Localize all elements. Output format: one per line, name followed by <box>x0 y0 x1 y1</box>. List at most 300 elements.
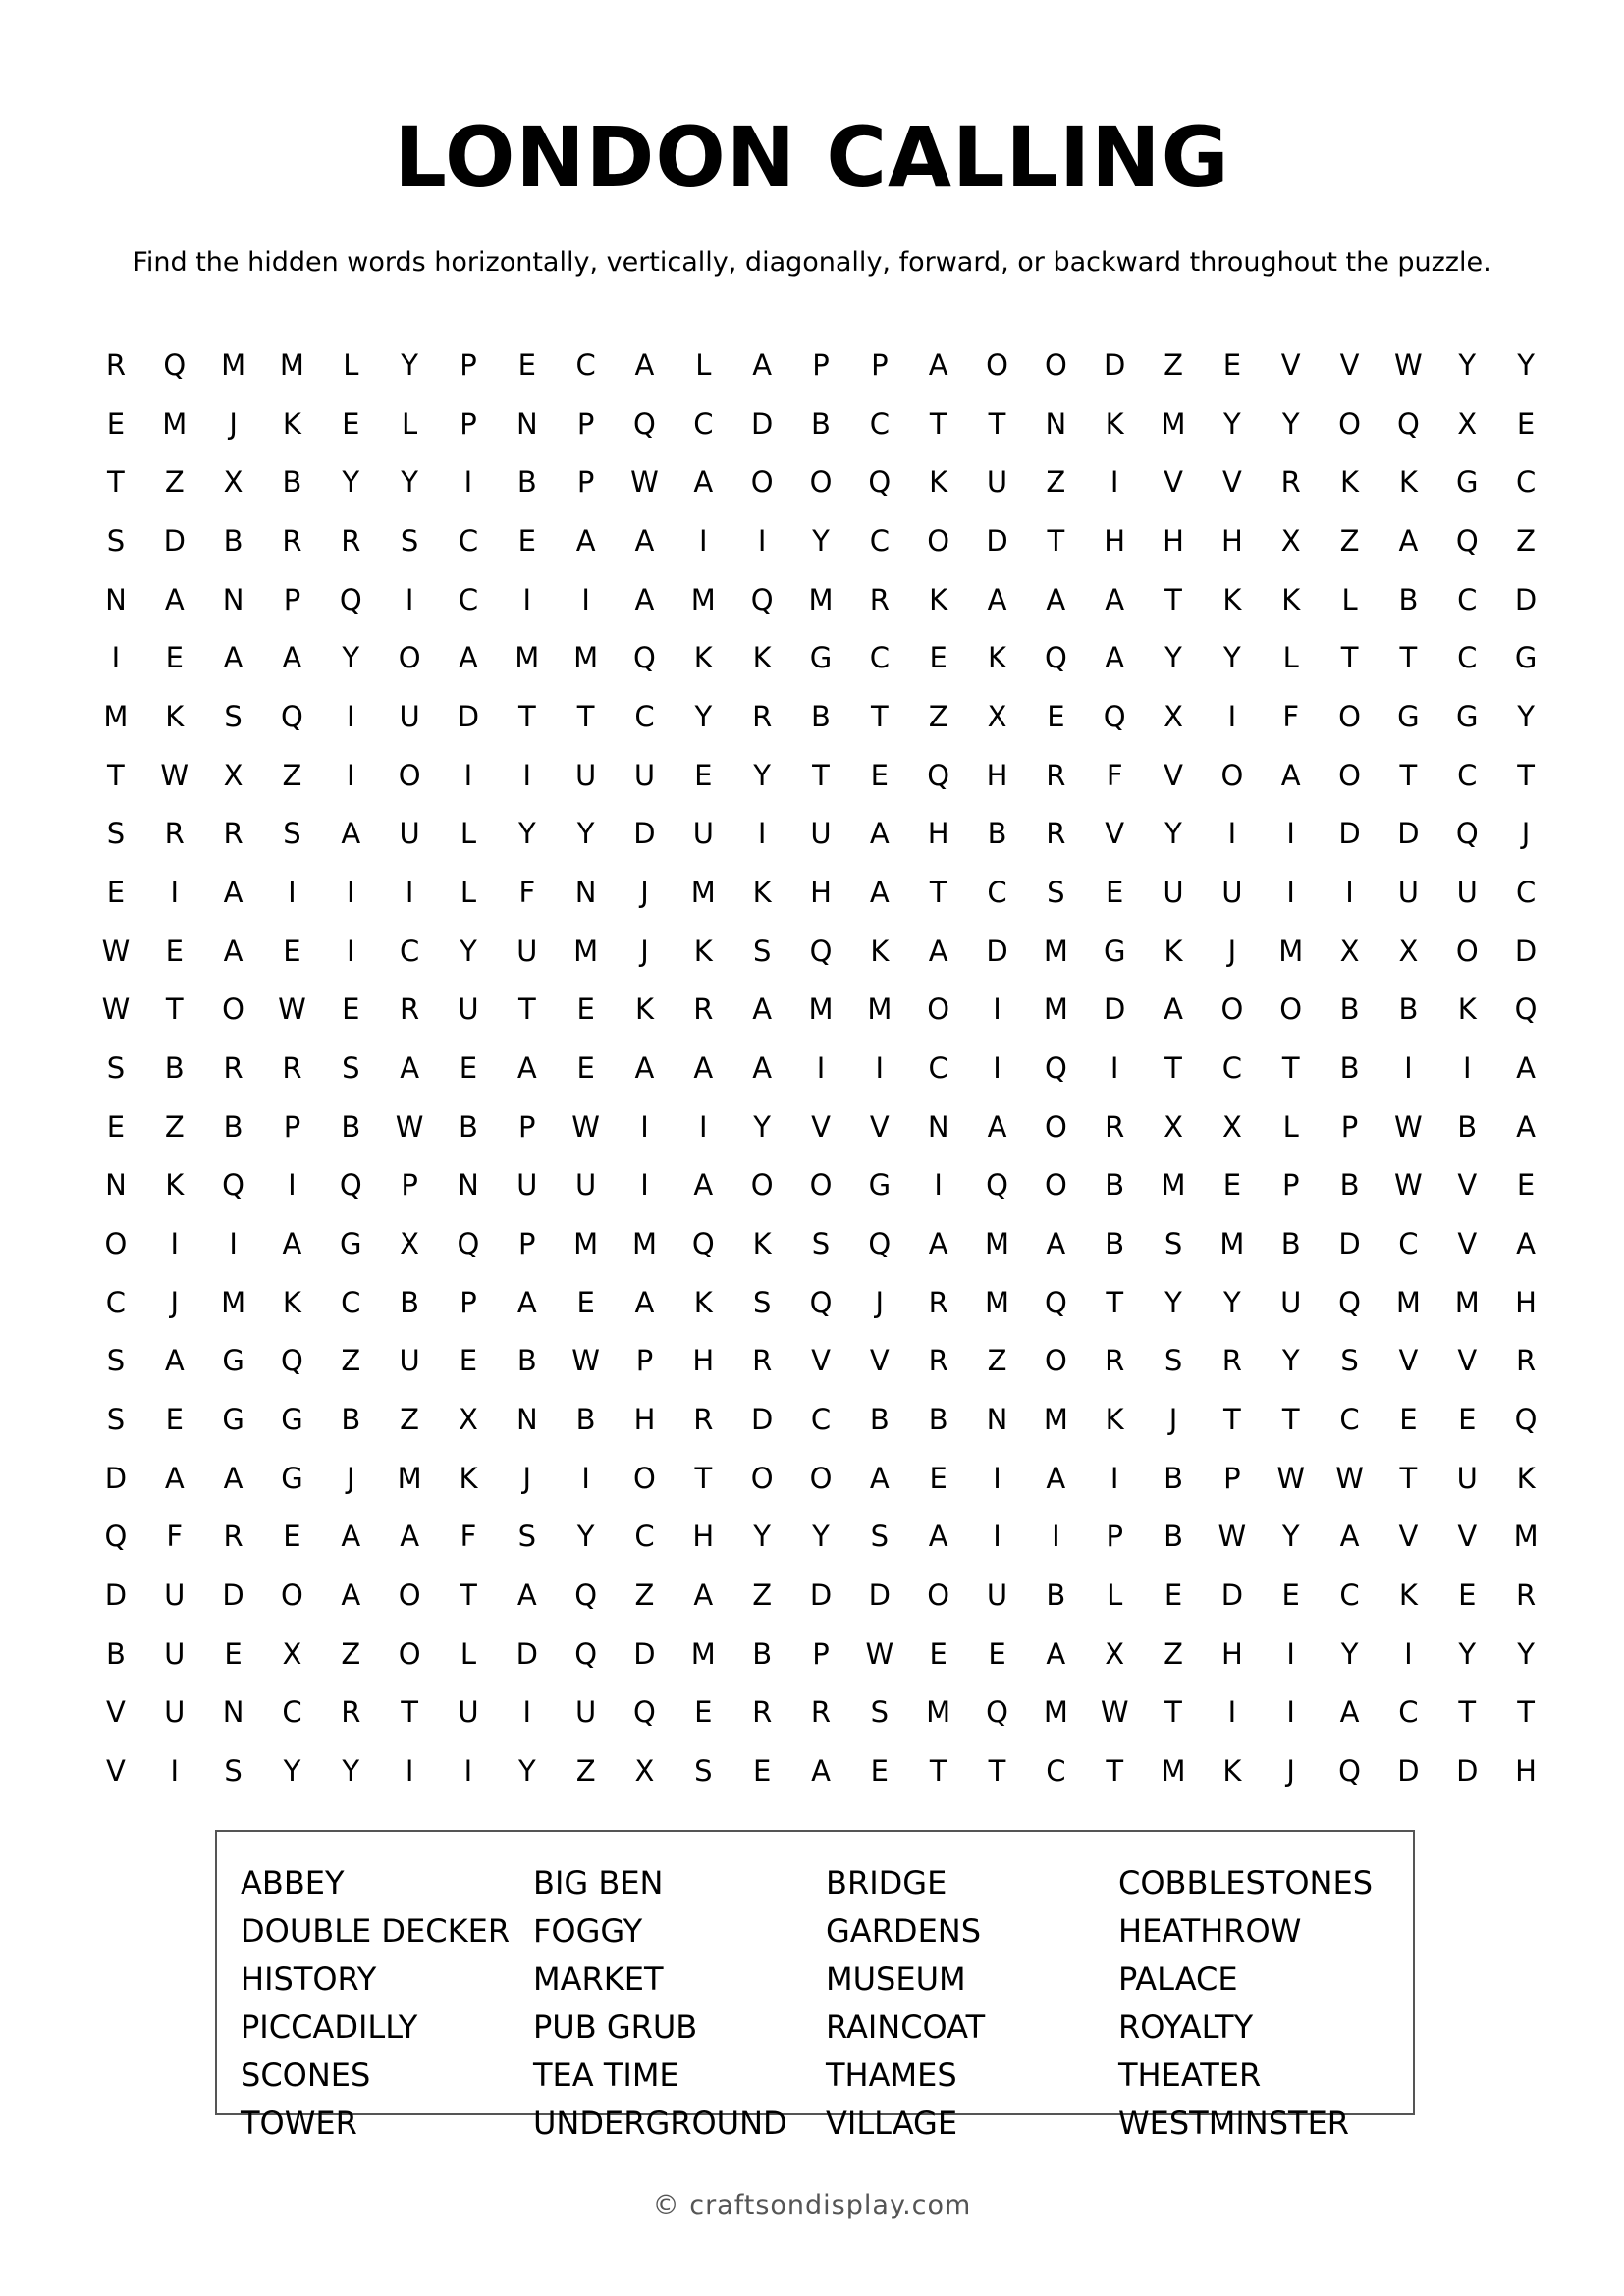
grid-letter: A <box>752 1050 773 1085</box>
grid-letter: T <box>1223 1403 1241 1437</box>
grid-letter: Y <box>1517 699 1535 733</box>
grid-letter: K <box>1398 465 1418 500</box>
grid-letter: A <box>516 1285 537 1319</box>
grid-letter: T <box>870 699 889 733</box>
grid-letter: I <box>229 1227 238 1261</box>
word-list-item: MUSEUM <box>826 1960 966 1998</box>
grid-letter: D <box>515 1636 538 1671</box>
grid-letter: E <box>165 641 184 675</box>
grid-letter: A <box>693 465 714 500</box>
grid-letter: K <box>1222 1754 1242 1789</box>
grid-letter: T <box>1399 758 1418 792</box>
grid-letter: N <box>574 875 597 909</box>
grid-letter: O <box>1044 1344 1067 1378</box>
grid-letter: P <box>812 347 830 382</box>
grid-letter: Y <box>401 465 418 500</box>
grid-letter: T <box>1340 641 1359 675</box>
grid-letter: O <box>398 641 421 675</box>
grid-letter: M <box>926 1695 951 1730</box>
grid-letter: D <box>986 934 1008 968</box>
grid-letter: K <box>693 1285 713 1319</box>
grid-letter: K <box>693 934 713 968</box>
grid-letter: X <box>634 1754 655 1789</box>
grid-letter: I <box>816 1050 826 1085</box>
grid-letter: W <box>571 1109 600 1144</box>
grid-letter: B <box>987 817 1007 851</box>
instructions: Find the hidden words horizontally, vertically, diagonally, forward, or backward throughout the puzzle. <box>133 247 1491 278</box>
grid-letter: M <box>808 582 834 616</box>
grid-letter: O <box>398 1636 421 1671</box>
grid-letter: S <box>106 1344 126 1378</box>
grid-letter: U <box>1456 1461 1478 1495</box>
grid-letter: V <box>811 1109 831 1144</box>
grid-letter: I <box>581 1461 590 1495</box>
grid-letter: D <box>750 1403 774 1437</box>
grid-letter: C <box>1339 1403 1360 1437</box>
grid-letter: F <box>518 875 536 909</box>
footer-credit: © craftsondisplay.com <box>652 2190 972 2220</box>
grid-letter: C <box>1457 582 1478 616</box>
grid-letter: L <box>343 347 359 382</box>
grid-letter: T <box>988 406 1006 441</box>
grid-letter: Q <box>1338 1285 1361 1319</box>
grid-letter: C <box>282 1695 302 1730</box>
grid-letter: O <box>986 347 1008 382</box>
grid-letter: I <box>875 1050 885 1085</box>
grid-letter: K <box>1398 1578 1418 1613</box>
grid-letter: E <box>1458 1403 1477 1437</box>
grid-letter: A <box>928 1520 948 1554</box>
grid-letter: J <box>1521 817 1531 851</box>
grid-letter: I <box>405 875 414 909</box>
grid-letter: Y <box>812 523 830 558</box>
grid-letter: K <box>752 641 772 675</box>
grid-letter: K <box>752 1227 772 1261</box>
letter-grid <box>86 336 1555 1800</box>
word-list-item: SCONES <box>241 2056 371 2094</box>
grid-letter: A <box>341 1578 361 1613</box>
grid-letter: J <box>346 1461 355 1495</box>
grid-letter: A <box>1516 1050 1536 1085</box>
grid-letter: Z <box>634 1578 655 1613</box>
grid-letter: R <box>1516 1578 1537 1613</box>
grid-letter: L <box>1341 582 1358 616</box>
grid-letter: M <box>573 641 599 675</box>
grid-letter: Z <box>341 1636 361 1671</box>
grid-letter: L <box>1282 641 1299 675</box>
grid-letter: A <box>164 582 185 616</box>
grid-letter: T <box>1517 758 1535 792</box>
grid-letter: W <box>101 934 131 968</box>
grid-letter: P <box>401 1168 418 1202</box>
grid-letter: G <box>281 1403 303 1437</box>
grid-letter: O <box>1338 699 1361 733</box>
word-list-item: BRIDGE <box>826 1864 947 1901</box>
grid-letter: E <box>1164 1578 1183 1613</box>
grid-letter: Y <box>1517 347 1535 382</box>
grid-letter: I <box>1227 1695 1237 1730</box>
grid-letter: V <box>1398 1520 1419 1554</box>
grid-letter: I <box>288 875 297 909</box>
grid-letter: N <box>458 1168 479 1202</box>
grid-letter: U <box>575 1168 597 1202</box>
grid-letter: I <box>463 465 473 500</box>
grid-letter: A <box>1046 1636 1066 1671</box>
grid-letter: C <box>869 641 890 675</box>
grid-letter: A <box>693 1168 714 1202</box>
grid-letter: A <box>164 1461 185 1495</box>
grid-letter: E <box>283 1520 301 1554</box>
grid-letter: S <box>517 1520 536 1554</box>
grid-letter: D <box>1397 1754 1420 1789</box>
grid-letter: I <box>1286 817 1295 851</box>
grid-letter: M <box>1043 1403 1068 1437</box>
grid-letter: G <box>1397 699 1420 733</box>
word-list-item: UNDERGROUND <box>533 2105 787 2142</box>
grid-letter: O <box>398 1578 421 1613</box>
grid-letter: C <box>1339 1578 1360 1613</box>
grid-letter: L <box>1107 1578 1123 1613</box>
grid-letter: I <box>1052 1520 1060 1554</box>
grid-letter: B <box>575 1403 596 1437</box>
grid-letter: Z <box>282 758 302 792</box>
grid-letter: D <box>1514 934 1538 968</box>
grid-letter: O <box>750 465 774 500</box>
grid-letter: Y <box>1458 347 1477 382</box>
grid-letter: U <box>1163 875 1184 909</box>
grid-letter: M <box>1454 1285 1480 1319</box>
grid-letter: X <box>1164 1109 1183 1144</box>
grid-letter: M <box>279 347 304 382</box>
grid-letter: T <box>517 992 536 1027</box>
grid-letter: Q <box>574 1636 598 1671</box>
grid-letter: Y <box>342 1754 360 1789</box>
grid-letter: D <box>1456 1754 1479 1789</box>
grid-letter: I <box>699 1109 708 1144</box>
grid-letter: R <box>752 1344 773 1378</box>
grid-letter: T <box>401 1695 418 1730</box>
grid-letter: Y <box>1281 1344 1300 1378</box>
grid-letter: H <box>986 758 1008 792</box>
grid-letter: A <box>1339 1520 1360 1554</box>
grid-letter: T <box>1106 1285 1124 1319</box>
grid-letter: I <box>170 1754 180 1789</box>
grid-letter: X <box>987 699 1007 733</box>
grid-letter: G <box>340 1227 362 1261</box>
grid-letter: Y <box>342 465 360 500</box>
grid-letter: Q <box>986 1695 1008 1730</box>
grid-letter: O <box>809 1168 833 1202</box>
grid-letter: P <box>1106 1520 1123 1554</box>
grid-letter: X <box>1280 523 1301 558</box>
grid-letter: A <box>575 523 596 558</box>
grid-letter: U <box>575 1695 597 1730</box>
grid-letter: K <box>870 934 890 968</box>
grid-letter: G <box>1455 699 1479 733</box>
grid-letter: Z <box>164 465 185 500</box>
word-list-item: ROYALTY <box>1118 2008 1254 2046</box>
grid-letter: O <box>927 992 950 1027</box>
grid-letter: P <box>1281 1168 1300 1202</box>
grid-letter: C <box>575 347 596 382</box>
grid-letter: E <box>106 406 126 441</box>
grid-letter: R <box>223 817 244 851</box>
grid-letter: B <box>811 406 831 441</box>
grid-letter: T <box>1281 1050 1300 1085</box>
grid-letter: R <box>693 1403 714 1437</box>
grid-letter: Z <box>1164 347 1183 382</box>
grid-letter: S <box>106 817 126 851</box>
word-list-item: COBBLESTONES <box>1118 1864 1373 1901</box>
grid-letter: R <box>1046 758 1066 792</box>
grid-letter: Q <box>1455 817 1479 851</box>
grid-letter: C <box>1398 1227 1419 1261</box>
grid-letter: Q <box>1044 1050 1067 1085</box>
grid-letter: V <box>1280 347 1301 382</box>
grid-letter: I <box>1227 699 1237 733</box>
grid-letter: D <box>633 1636 656 1671</box>
grid-letter: B <box>1280 1227 1301 1261</box>
grid-letter: R <box>223 1050 244 1085</box>
grid-letter: K <box>988 641 1007 675</box>
grid-letter: G <box>281 1461 303 1495</box>
grid-letter: K <box>752 875 772 909</box>
grid-letter: S <box>224 699 243 733</box>
grid-letter: W <box>395 1109 424 1144</box>
grid-letter: X <box>223 465 244 500</box>
grid-letter: H <box>692 1520 715 1554</box>
grid-letter: F <box>460 1520 477 1554</box>
grid-letter: T <box>929 1754 947 1789</box>
grid-letter: J <box>640 875 649 909</box>
grid-letter: U <box>516 934 538 968</box>
grid-letter: A <box>400 1520 420 1554</box>
grid-letter: R <box>928 1285 948 1319</box>
word-list-item: DOUBLE DECKER <box>241 1912 511 1949</box>
grid-letter: A <box>634 1050 655 1085</box>
grid-letter: O <box>750 1168 774 1202</box>
grid-letter: A <box>341 1520 361 1554</box>
grid-letter: B <box>1398 992 1419 1027</box>
grid-letter: A <box>869 1461 890 1495</box>
grid-letter: Y <box>576 1520 595 1554</box>
grid-letter: Q <box>281 1344 303 1378</box>
grid-letter: W <box>160 758 189 792</box>
grid-letter: X <box>400 1227 420 1261</box>
grid-letter: A <box>223 934 244 968</box>
grid-letter: Q <box>1514 1403 1538 1437</box>
grid-letter: R <box>752 1695 773 1730</box>
grid-letter: K <box>634 992 654 1027</box>
word-list-item: FOGGY <box>533 1912 643 1949</box>
grid-letter: O <box>927 1578 950 1613</box>
grid-letter: A <box>1105 582 1125 616</box>
grid-letter: A <box>1164 992 1183 1027</box>
grid-letter: Y <box>517 817 536 851</box>
grid-letter: U <box>399 817 420 851</box>
grid-letter: U <box>458 1695 479 1730</box>
grid-letter: M <box>985 1285 1010 1319</box>
grid-letter: B <box>1105 1168 1125 1202</box>
grid-letter: H <box>1515 1754 1537 1789</box>
grid-letter: Y <box>812 1520 830 1554</box>
grid-letter: T <box>107 465 125 500</box>
grid-letter: Q <box>222 1168 244 1202</box>
grid-letter: G <box>1103 934 1126 968</box>
grid-letter: Z <box>1164 1636 1183 1671</box>
grid-letter: E <box>929 1461 947 1495</box>
grid-letter: I <box>993 992 1001 1027</box>
grid-letter: B <box>1339 1168 1360 1202</box>
grid-letter: R <box>1280 465 1301 500</box>
grid-letter: I <box>640 1168 649 1202</box>
grid-letter: B <box>282 465 302 500</box>
grid-letter: I <box>1227 817 1237 851</box>
grid-letter: Q <box>1103 699 1126 733</box>
grid-letter: U <box>633 758 656 792</box>
grid-letter: I <box>993 1050 1001 1085</box>
grid-letter: E <box>517 347 536 382</box>
grid-letter: J <box>522 1461 532 1495</box>
grid-letter: Q <box>633 406 656 441</box>
grid-letter: P <box>518 1109 536 1144</box>
grid-letter: V <box>105 1754 126 1789</box>
grid-letter: E <box>1399 1403 1418 1437</box>
grid-letter: Y <box>1223 1285 1241 1319</box>
grid-letter: T <box>460 1578 477 1613</box>
grid-letter: F <box>1106 758 1123 792</box>
grid-letter: O <box>1220 992 1244 1027</box>
grid-letter: K <box>1281 582 1301 616</box>
grid-letter: D <box>1104 992 1126 1027</box>
grid-letter: Y <box>1164 1285 1182 1319</box>
grid-letter: Q <box>633 641 656 675</box>
grid-letter: O <box>1455 934 1479 968</box>
grid-letter: T <box>1047 523 1065 558</box>
grid-letter: D <box>1220 1578 1244 1613</box>
grid-letter: U <box>986 1578 1008 1613</box>
grid-letter: B <box>928 1403 948 1437</box>
grid-letter: P <box>460 347 477 382</box>
grid-letter: S <box>811 1227 831 1261</box>
grid-letter: H <box>1515 1285 1537 1319</box>
grid-letter: P <box>460 1285 477 1319</box>
grid-letter: C <box>634 1520 655 1554</box>
grid-letter: B <box>516 465 537 500</box>
grid-letter: A <box>752 347 773 382</box>
grid-letter: Q <box>104 1520 128 1554</box>
grid-letter: O <box>1338 406 1361 441</box>
word-list-item: ABBEY <box>241 1864 345 1901</box>
grid-letter: Z <box>752 1578 773 1613</box>
grid-letter: T <box>929 406 947 441</box>
grid-letter: O <box>1279 992 1303 1027</box>
grid-letter: C <box>105 1285 127 1319</box>
grid-letter: H <box>692 1344 715 1378</box>
grid-letter: Y <box>753 1109 772 1144</box>
grid-letter: I <box>1286 1636 1295 1671</box>
grid-letter: B <box>223 523 244 558</box>
grid-letter: K <box>1222 582 1242 616</box>
grid-letter: I <box>346 758 355 792</box>
grid-letter: I <box>463 758 473 792</box>
grid-letter: P <box>518 1227 536 1261</box>
grid-letter: W <box>278 992 306 1027</box>
grid-letter: E <box>1516 1168 1536 1202</box>
grid-letter: Y <box>401 347 418 382</box>
grid-letter: G <box>1514 641 1538 675</box>
grid-letter: Z <box>575 1754 596 1789</box>
grid-letter: T <box>165 992 184 1027</box>
grid-letter: M <box>573 934 599 968</box>
grid-letter: A <box>1516 1227 1536 1261</box>
word-list-item: BIG BEN <box>533 1864 664 1901</box>
grid-letter: V <box>105 1695 126 1730</box>
grid-letter: C <box>1398 1695 1419 1730</box>
grid-letter: H <box>1163 523 1184 558</box>
grid-letter: K <box>165 699 185 733</box>
grid-letter: O <box>222 992 244 1027</box>
grid-letter: B <box>1046 1578 1066 1613</box>
grid-letter: O <box>1044 1168 1067 1202</box>
grid-letter: W <box>865 1636 894 1671</box>
grid-letter: I <box>170 875 180 909</box>
grid-letter: L <box>460 1636 477 1671</box>
grid-letter: A <box>223 641 244 675</box>
grid-letter: W <box>571 1344 600 1378</box>
grid-letter: T <box>1517 1695 1535 1730</box>
grid-letter: U <box>575 758 597 792</box>
grid-letter: Z <box>1046 465 1066 500</box>
grid-letter: G <box>809 641 833 675</box>
grid-letter: K <box>165 1168 185 1202</box>
grid-letter: M <box>1043 992 1068 1027</box>
grid-letter: Y <box>1340 1636 1359 1671</box>
grid-letter: Q <box>1338 1754 1361 1789</box>
grid-letter: J <box>229 406 238 441</box>
grid-letter: J <box>1286 1754 1295 1789</box>
grid-letter: D <box>1104 347 1126 382</box>
grid-letter: V <box>869 1109 890 1144</box>
grid-letter: D <box>457 699 480 733</box>
grid-letter: E <box>1222 1168 1242 1202</box>
grid-letter: I <box>1110 1461 1119 1495</box>
grid-letter: A <box>282 641 302 675</box>
grid-letter: K <box>282 1285 301 1319</box>
grid-letter: I <box>1110 1050 1119 1085</box>
grid-letter: E <box>1047 699 1065 733</box>
grid-letter: O <box>281 1578 303 1613</box>
grid-letter: M <box>690 875 716 909</box>
grid-letter: A <box>634 523 655 558</box>
grid-letter: R <box>1516 1344 1537 1378</box>
grid-letter: P <box>576 406 595 441</box>
grid-letter: A <box>282 1227 302 1261</box>
grid-letter: Y <box>1458 1636 1477 1671</box>
grid-letter: D <box>633 817 656 851</box>
grid-letter: A <box>634 347 655 382</box>
grid-letter: O <box>1338 758 1361 792</box>
word-list-item: HISTORY <box>241 1960 377 1998</box>
grid-letter: J <box>170 1285 180 1319</box>
grid-letter: I <box>405 582 414 616</box>
grid-letter: X <box>1221 1109 1242 1144</box>
grid-letter: E <box>870 1754 889 1789</box>
grid-letter: W <box>101 992 131 1027</box>
grid-letter: S <box>283 817 301 851</box>
grid-letter: U <box>399 699 420 733</box>
grid-letter: A <box>928 934 948 968</box>
